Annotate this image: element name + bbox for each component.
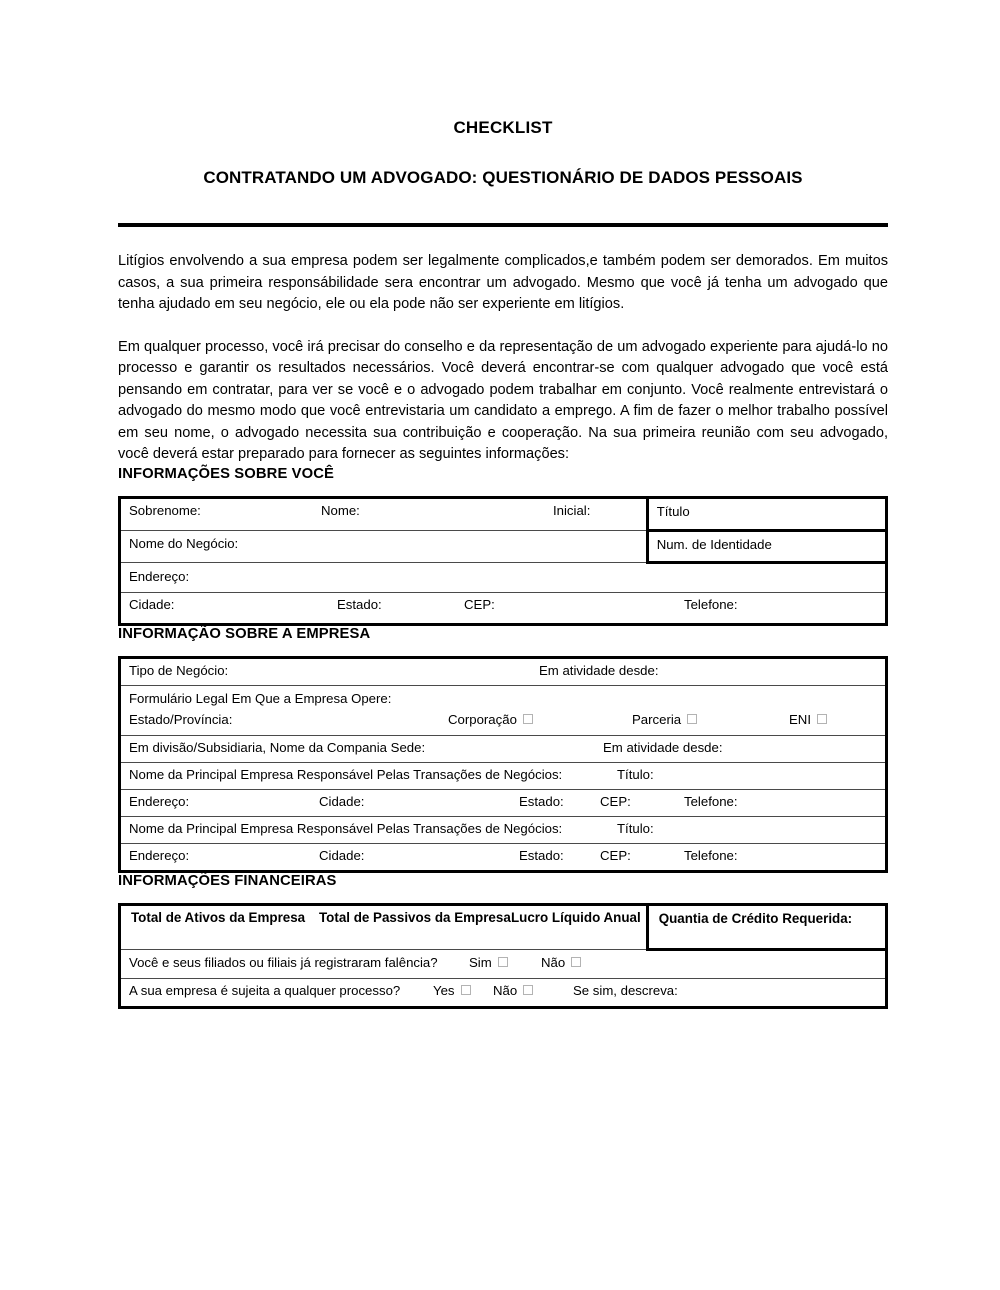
label-nome-negocio: Nome do Negócio: xyxy=(129,535,239,551)
cell-subsidiary[interactable] xyxy=(120,735,887,762)
table-row xyxy=(120,657,887,685)
section-heading-company: INFORMAÇÃO SOBRE A EMPRESA xyxy=(118,625,371,642)
table-row xyxy=(120,592,887,624)
table-row xyxy=(120,530,887,562)
header-lucro-liquido: Lucro Líquido Anual xyxy=(511,909,641,925)
table-row xyxy=(120,978,887,1007)
table-personal-information xyxy=(118,496,888,626)
cell-business-type[interactable] xyxy=(120,657,887,685)
intro-paragraph-1: Litígios envolvendo a sua empresa podem ser legalmente complicados,e também podem ser demorados. Em muitos casos, a sua primeira responsábilidade sera encontrar um advogado. Mesmo que você já tenha um advogado que tenha ajudado em seu negócio, ele ou ela pode não ser experiente em litígios. xyxy=(118,253,888,312)
label-endereco-1: Endereço: xyxy=(129,793,190,809)
intro-paragraph-2: Em qualquer processo, você irá precisar do conselho e da representação de um advogado experiente para ajudá-lo no processo e garantir os resultados necessários. Você deverá encontrar-se com qualquer advogado que você está pensando em contratar, para ver se você e o advogado podem trabalhar em conjunto. Você realmente entrevistará o advogado do mesmo modo que você entrevistaria um candidato a emprego. A fim de fazer o melhor trabalho possível em seu nome, o advogado necessita sua contribuição e cooperação. Na sua primeira reunião com seu advogado, você deverá estar preparado para fornecer as seguintes informações: xyxy=(118,338,888,462)
label-describe: Se sim, descreva: xyxy=(573,982,678,998)
table-row xyxy=(120,789,887,816)
option-corporacao-label: Corporação xyxy=(448,711,517,727)
label-cep-1: CEP: xyxy=(600,793,631,809)
cell-city-state-zip-phone[interactable] xyxy=(120,592,887,624)
label-bankruptcy-question: Você e seus filiados ou filiais já registraram falência? xyxy=(129,954,438,970)
label-estado-2: Estado: xyxy=(519,847,564,863)
checkbox-corporacao[interactable] xyxy=(523,714,533,724)
option-lawsuit-no-label: Não xyxy=(493,982,518,998)
option-eni-label: ENI xyxy=(789,711,811,727)
section-heading-financial: INFORMAÇÕES FINANCEIRAS xyxy=(118,872,337,889)
label-principal-titulo-2: Título: xyxy=(617,820,654,836)
cell-credit-amount[interactable] xyxy=(647,904,886,949)
label-subsidiaria-atividade-desde: Em atividade desde: xyxy=(603,739,723,755)
option-bankruptcy-yes-label: Sim xyxy=(469,954,492,970)
option-bankruptcy-yes[interactable] xyxy=(469,955,508,970)
label-cidade-1: Cidade: xyxy=(319,793,365,809)
option-lawsuit-no[interactable] xyxy=(493,983,533,998)
table-financial-information xyxy=(118,903,888,1009)
document-subtitle: CONTRATANDO UM ADVOGADO: QUESTIONÁRIO DE DADOS PESSOAIS xyxy=(203,168,803,187)
checkbox-lawsuit-yes[interactable] xyxy=(461,985,471,995)
checkbox-eni[interactable] xyxy=(817,714,827,724)
table-row xyxy=(120,735,887,762)
header-total-passivos: Total de Passivos da Empresa xyxy=(319,909,511,925)
header-quantia-credito: Quantia de Crédito Requerida: xyxy=(658,910,853,926)
option-bankruptcy-no[interactable] xyxy=(541,955,581,970)
option-parceria-label: Parceria xyxy=(632,711,682,727)
option-lawsuit-yes-label: Yes xyxy=(433,982,455,998)
cell-name-fields[interactable] xyxy=(120,497,648,530)
table-row xyxy=(120,562,887,592)
table-row xyxy=(120,904,887,949)
option-parceria[interactable] xyxy=(632,712,697,727)
checkbox-parceria[interactable] xyxy=(687,714,697,724)
cell-financial-headers xyxy=(120,904,648,949)
label-lawsuit-question: A sua empresa é sujeita a qualquer processo? xyxy=(129,982,401,998)
table-company-information xyxy=(118,656,888,873)
table-row xyxy=(120,816,887,843)
cell-identity-number[interactable] xyxy=(647,530,886,562)
label-telefone: Telefone: xyxy=(684,596,738,612)
cell-lawsuit-question[interactable] xyxy=(120,978,887,1007)
label-cidade-2: Cidade: xyxy=(319,847,365,863)
label-telefone-2: Telefone: xyxy=(684,847,738,863)
label-sobrenome: Sobrenome: xyxy=(129,502,201,518)
section-heading-personal: INFORMAÇÕES SOBRE VOCÊ xyxy=(118,465,334,482)
label-cep: CEP: xyxy=(464,596,495,612)
table-row xyxy=(120,762,887,789)
option-corporacao[interactable] xyxy=(448,712,533,727)
cell-business-name[interactable] xyxy=(120,530,648,562)
cell-principal-address-2[interactable] xyxy=(120,843,887,871)
table-row xyxy=(120,949,887,978)
label-subsidiaria: Em divisão/Subsidiaria, Nome da Compania Sede: xyxy=(129,739,426,755)
label-cidade: Cidade: xyxy=(129,596,175,612)
option-eni[interactable] xyxy=(789,712,827,727)
cell-address[interactable] xyxy=(120,562,887,592)
label-principal-empresa-2: Nome da Principal Empresa Responsável Pelas Transações de Negócios: xyxy=(129,820,563,836)
document-content xyxy=(118,0,888,1009)
cell-principal-1[interactable] xyxy=(120,762,887,789)
cell-principal-address-1[interactable] xyxy=(120,789,887,816)
label-titulo: Título xyxy=(656,503,690,519)
label-em-atividade-desde: Em atividade desde: xyxy=(539,662,659,678)
checkbox-lawsuit-no[interactable] xyxy=(523,985,533,995)
label-estado: Estado: xyxy=(337,596,382,612)
table-row xyxy=(120,685,887,735)
label-principal-titulo-1: Título: xyxy=(617,766,654,782)
cell-legal-form[interactable] xyxy=(120,685,887,735)
table-row xyxy=(120,497,887,530)
document-title: CHECKLIST xyxy=(453,118,553,137)
cell-principal-2[interactable] xyxy=(120,816,887,843)
label-estado-1: Estado: xyxy=(519,793,564,809)
checkbox-bankruptcy-no[interactable] xyxy=(571,957,581,967)
label-principal-empresa-1: Nome da Principal Empresa Responsável Pelas Transações de Negócios: xyxy=(129,766,563,782)
label-nome: Nome: xyxy=(321,502,360,518)
cell-bankruptcy-question[interactable] xyxy=(120,949,887,978)
label-endereco: Endereço: xyxy=(129,568,190,584)
checkbox-bankruptcy-yes[interactable] xyxy=(498,957,508,967)
header-total-ativos: Total de Ativos da Empresa xyxy=(131,909,306,925)
label-num-identidade: Num. de Identidade xyxy=(656,536,772,552)
cell-titulo[interactable] xyxy=(647,497,886,530)
label-estado-provincia: Estado/Província: xyxy=(129,711,233,727)
label-cep-2: CEP: xyxy=(600,847,631,863)
option-bankruptcy-no-label: Não xyxy=(541,954,566,970)
label-inicial: Inicial: xyxy=(553,502,591,518)
label-tipo-negocio: Tipo de Negócio: xyxy=(129,662,229,678)
table-row xyxy=(120,843,887,871)
option-lawsuit-yes[interactable] xyxy=(433,983,471,998)
label-formulario-legal: Formulário Legal Em Que a Empresa Opere: xyxy=(129,690,392,706)
title-divider-rule xyxy=(118,223,888,227)
label-telefone-1: Telefone: xyxy=(684,793,738,809)
label-endereco-2: Endereço: xyxy=(129,847,190,863)
